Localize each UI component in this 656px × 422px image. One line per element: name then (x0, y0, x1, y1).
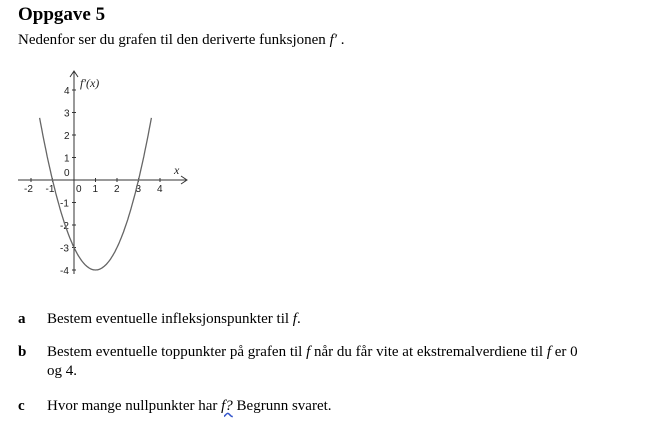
task-b-line2: og 4. (47, 363, 77, 379)
task-a-function: f (292, 311, 297, 327)
x-tick-label: 2 (114, 184, 120, 195)
task-b-sentence: Bestem eventuelle toppunkter på grafen til (47, 344, 303, 360)
page-title: Oppgave 5 (18, 4, 106, 25)
task-c-function: f? (221, 398, 233, 414)
x-tick-label: 3 (135, 184, 142, 195)
task-b-function-2: f (546, 344, 552, 360)
y-axis-label: f′(x) (80, 76, 100, 90)
task-b-text (47, 343, 647, 381)
x-axis (18, 176, 187, 184)
task-c-text (47, 397, 647, 416)
intro-text (18, 32, 345, 49)
intro-sentence: Nedenfor ser du grafen til den deriverte funksjonen (18, 32, 326, 48)
y-tick-label: -2 (60, 221, 69, 232)
task-a-sentence: Bestem eventuelle infleksjonspunkter til (47, 311, 290, 327)
y-tick-label: 0 (64, 168, 70, 179)
task-c-letter: c (18, 398, 25, 414)
y-tick-label: -4 (60, 266, 69, 277)
y-tick-label: 4 (64, 86, 70, 97)
y-tick-label: 2 (64, 131, 70, 142)
intro-function-symbol: f′ (329, 32, 338, 48)
y-axis (70, 71, 78, 274)
task-b-mid: når du får vite at ekstremalverdiene til (314, 344, 544, 360)
x-tick-labels (24, 178, 163, 195)
y-tick-label: -3 (60, 243, 69, 255)
y-tick-label: -1 (60, 198, 69, 210)
task-b-end: er 0 (554, 344, 578, 360)
task-c-sentence: Hvor mange nullpunkter har (47, 398, 218, 414)
derivative-graph (14, 60, 194, 280)
x-tick-label: 4 (157, 184, 163, 195)
task-a-text (47, 310, 647, 329)
task-a-letter: a (18, 311, 26, 327)
task-a-end: . (296, 311, 301, 327)
x-tick-label: -1 (45, 184, 55, 195)
task-b-function: f (306, 344, 311, 360)
intro-end: . (340, 32, 345, 48)
x-tick-label: 0 (76, 184, 82, 195)
x-tick-label: -2 (24, 184, 33, 195)
x-axis-label: x (174, 163, 180, 177)
task-b-letter: b (18, 344, 27, 360)
y-tick-label: 3 (64, 108, 70, 120)
task-c-end: Begrunn svaret. (236, 398, 332, 414)
x-tick-label: 1 (92, 184, 99, 195)
y-tick-label: 1 (64, 153, 70, 165)
